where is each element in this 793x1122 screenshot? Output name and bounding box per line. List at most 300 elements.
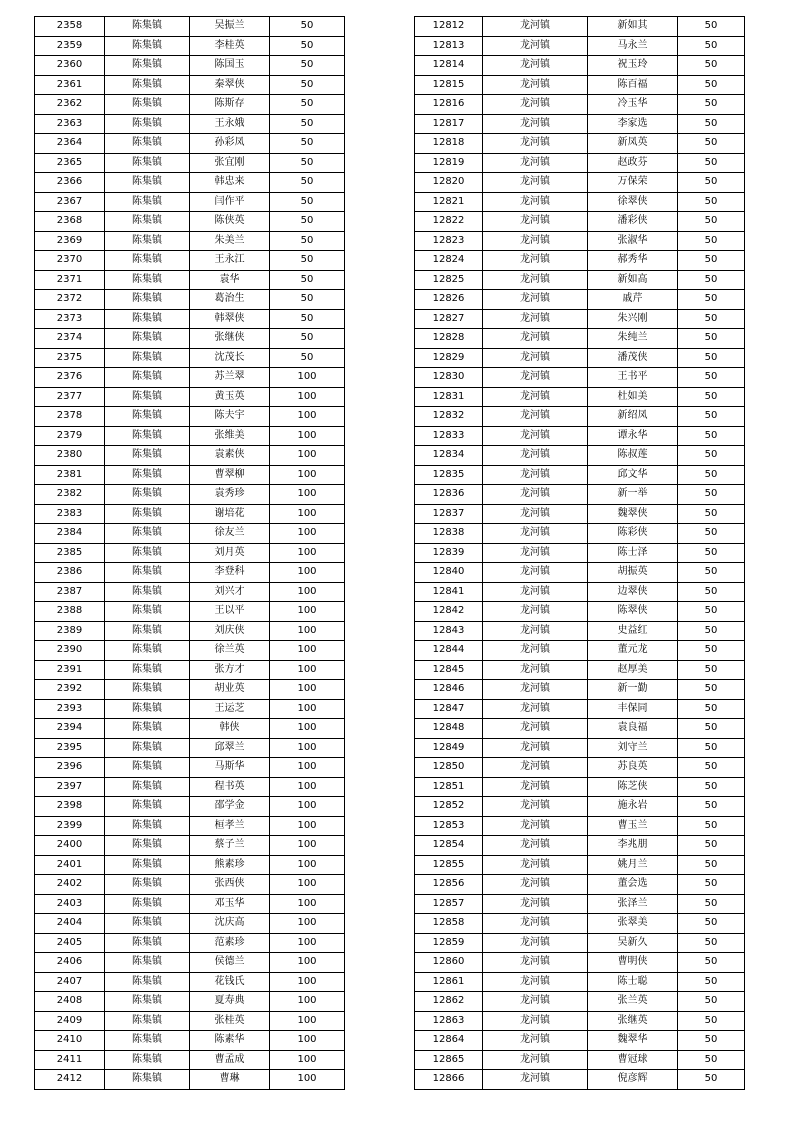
left-roster-table bbox=[34, 16, 345, 1090]
table-row bbox=[35, 251, 345, 271]
person-name-cell: 桓孝兰 bbox=[190, 816, 270, 836]
person-name-cell: 王永江 bbox=[190, 251, 270, 271]
town-cell: 陈集镇 bbox=[105, 602, 190, 622]
town-cell: 龙河镇 bbox=[483, 582, 588, 602]
town-cell: 陈集镇 bbox=[105, 914, 190, 934]
person-name-cell: 程书英 bbox=[190, 777, 270, 797]
person-name-cell: 张兰英 bbox=[588, 992, 678, 1012]
table-row bbox=[35, 387, 345, 407]
amount-cell: 50 bbox=[270, 56, 345, 76]
table-row bbox=[35, 543, 345, 563]
town-cell: 龙河镇 bbox=[483, 329, 588, 349]
table-row bbox=[415, 719, 745, 739]
person-name-cell: 李兆朋 bbox=[588, 836, 678, 856]
town-cell: 陈集镇 bbox=[105, 953, 190, 973]
amount-cell: 50 bbox=[678, 738, 745, 758]
town-cell: 龙河镇 bbox=[483, 251, 588, 271]
person-name-cell: 赵政芬 bbox=[588, 153, 678, 173]
town-cell: 陈集镇 bbox=[105, 699, 190, 719]
person-name-cell: 刘月英 bbox=[190, 543, 270, 563]
table-row bbox=[35, 894, 345, 914]
serial-number-cell: 2409 bbox=[35, 1011, 105, 1031]
person-name-cell: 张继英 bbox=[588, 1011, 678, 1031]
town-cell: 陈集镇 bbox=[105, 173, 190, 193]
person-name-cell: 曹琳 bbox=[190, 1070, 270, 1090]
town-cell: 陈集镇 bbox=[105, 524, 190, 544]
person-name-cell: 苏良英 bbox=[588, 758, 678, 778]
town-cell: 龙河镇 bbox=[483, 1011, 588, 1031]
town-cell: 陈集镇 bbox=[105, 368, 190, 388]
amount-cell: 50 bbox=[678, 407, 745, 427]
table-row bbox=[415, 660, 745, 680]
town-cell: 陈集镇 bbox=[105, 933, 190, 953]
serial-number-cell: 2359 bbox=[35, 36, 105, 56]
amount-cell: 50 bbox=[678, 582, 745, 602]
serial-number-cell: 12812 bbox=[415, 17, 483, 37]
person-name-cell: 马永兰 bbox=[588, 36, 678, 56]
town-cell: 陈集镇 bbox=[105, 192, 190, 212]
person-name-cell: 潘茂侠 bbox=[588, 348, 678, 368]
table-row bbox=[415, 875, 745, 895]
serial-number-cell: 2389 bbox=[35, 621, 105, 641]
person-name-cell: 陈侠英 bbox=[190, 212, 270, 232]
table-row bbox=[415, 290, 745, 310]
amount-cell: 50 bbox=[270, 290, 345, 310]
town-cell: 陈集镇 bbox=[105, 972, 190, 992]
serial-number-cell: 2379 bbox=[35, 426, 105, 446]
table-row bbox=[35, 504, 345, 524]
town-cell: 陈集镇 bbox=[105, 56, 190, 76]
table-row bbox=[415, 485, 745, 505]
person-name-cell: 倪彦辉 bbox=[588, 1070, 678, 1090]
table-row bbox=[35, 309, 345, 329]
person-name-cell: 冷玉华 bbox=[588, 95, 678, 115]
amount-cell: 50 bbox=[678, 504, 745, 524]
serial-number-cell: 12819 bbox=[415, 153, 483, 173]
town-cell: 陈集镇 bbox=[105, 36, 190, 56]
table-row bbox=[415, 972, 745, 992]
serial-number-cell: 2397 bbox=[35, 777, 105, 797]
amount-cell: 50 bbox=[678, 1070, 745, 1090]
person-name-cell: 韩翠侠 bbox=[190, 309, 270, 329]
table-row bbox=[415, 992, 745, 1012]
town-cell: 龙河镇 bbox=[483, 602, 588, 622]
town-cell: 龙河镇 bbox=[483, 270, 588, 290]
serial-number-cell: 2370 bbox=[35, 251, 105, 271]
town-cell: 龙河镇 bbox=[483, 563, 588, 583]
amount-cell: 50 bbox=[270, 251, 345, 271]
serial-number-cell: 12858 bbox=[415, 914, 483, 934]
amount-cell: 100 bbox=[270, 641, 345, 661]
town-cell: 龙河镇 bbox=[483, 485, 588, 505]
serial-number-cell: 2361 bbox=[35, 75, 105, 95]
table-row bbox=[35, 426, 345, 446]
table-row bbox=[415, 173, 745, 193]
person-name-cell: 魏翠华 bbox=[588, 1031, 678, 1051]
town-cell: 陈集镇 bbox=[105, 251, 190, 271]
amount-cell: 50 bbox=[678, 231, 745, 251]
person-name-cell: 袁秀珍 bbox=[190, 485, 270, 505]
town-cell: 陈集镇 bbox=[105, 563, 190, 583]
serial-number-cell: 12862 bbox=[415, 992, 483, 1012]
table-row bbox=[35, 602, 345, 622]
amount-cell: 50 bbox=[678, 758, 745, 778]
right-roster-body bbox=[415, 17, 745, 1090]
amount-cell: 100 bbox=[270, 387, 345, 407]
serial-number-cell: 12844 bbox=[415, 641, 483, 661]
amount-cell: 100 bbox=[270, 992, 345, 1012]
amount-cell: 50 bbox=[678, 134, 745, 154]
table-row bbox=[35, 582, 345, 602]
amount-cell: 50 bbox=[678, 797, 745, 817]
serial-number-cell: 12833 bbox=[415, 426, 483, 446]
amount-cell: 50 bbox=[270, 231, 345, 251]
serial-number-cell: 12839 bbox=[415, 543, 483, 563]
serial-number-cell: 12818 bbox=[415, 134, 483, 154]
amount-cell: 50 bbox=[678, 56, 745, 76]
table-row bbox=[415, 680, 745, 700]
town-cell: 龙河镇 bbox=[483, 894, 588, 914]
town-cell: 龙河镇 bbox=[483, 680, 588, 700]
amount-cell: 50 bbox=[678, 17, 745, 37]
amount-cell: 100 bbox=[270, 836, 345, 856]
table-row bbox=[415, 329, 745, 349]
person-name-cell: 张西侠 bbox=[190, 875, 270, 895]
serial-number-cell: 12845 bbox=[415, 660, 483, 680]
table-row bbox=[35, 836, 345, 856]
amount-cell: 100 bbox=[270, 680, 345, 700]
person-name-cell: 新一举 bbox=[588, 485, 678, 505]
serial-number-cell: 12815 bbox=[415, 75, 483, 95]
table-row bbox=[415, 777, 745, 797]
serial-number-cell: 12827 bbox=[415, 309, 483, 329]
table-row bbox=[415, 270, 745, 290]
town-cell: 龙河镇 bbox=[483, 309, 588, 329]
amount-cell: 100 bbox=[270, 972, 345, 992]
table-row bbox=[415, 114, 745, 134]
table-row bbox=[415, 446, 745, 466]
amount-cell: 50 bbox=[678, 1011, 745, 1031]
person-name-cell: 张泽兰 bbox=[588, 894, 678, 914]
serial-number-cell: 12823 bbox=[415, 231, 483, 251]
table-row bbox=[35, 153, 345, 173]
person-name-cell: 邵学金 bbox=[190, 797, 270, 817]
table-row bbox=[415, 953, 745, 973]
amount-cell: 100 bbox=[270, 894, 345, 914]
town-cell: 陈集镇 bbox=[105, 329, 190, 349]
serial-number-cell: 2387 bbox=[35, 582, 105, 602]
table-row bbox=[35, 621, 345, 641]
serial-number-cell: 2373 bbox=[35, 309, 105, 329]
table-row bbox=[415, 348, 745, 368]
amount-cell: 50 bbox=[270, 114, 345, 134]
table-row bbox=[415, 407, 745, 427]
person-name-cell: 胡振英 bbox=[588, 563, 678, 583]
table-row bbox=[35, 1070, 345, 1090]
serial-number-cell: 12860 bbox=[415, 953, 483, 973]
amount-cell: 50 bbox=[678, 446, 745, 466]
town-cell: 陈集镇 bbox=[105, 407, 190, 427]
person-name-cell: 张宜刚 bbox=[190, 153, 270, 173]
town-cell: 龙河镇 bbox=[483, 641, 588, 661]
person-name-cell: 邱翠兰 bbox=[190, 738, 270, 758]
amount-cell: 50 bbox=[678, 290, 745, 310]
person-name-cell: 袁素侠 bbox=[190, 446, 270, 466]
table-row bbox=[415, 153, 745, 173]
town-cell: 陈集镇 bbox=[105, 836, 190, 856]
person-name-cell: 边翠侠 bbox=[588, 582, 678, 602]
amount-cell: 100 bbox=[270, 738, 345, 758]
right-roster-table bbox=[414, 16, 745, 1090]
amount-cell: 50 bbox=[678, 270, 745, 290]
serial-number-cell: 12838 bbox=[415, 524, 483, 544]
amount-cell: 100 bbox=[270, 426, 345, 446]
serial-number-cell: 12817 bbox=[415, 114, 483, 134]
person-name-cell: 张翠美 bbox=[588, 914, 678, 934]
table-row bbox=[415, 1011, 745, 1031]
serial-number-cell: 12854 bbox=[415, 836, 483, 856]
amount-cell: 50 bbox=[270, 192, 345, 212]
amount-cell: 100 bbox=[270, 621, 345, 641]
person-name-cell: 曹翠柳 bbox=[190, 465, 270, 485]
amount-cell: 50 bbox=[678, 972, 745, 992]
serial-number-cell: 12859 bbox=[415, 933, 483, 953]
person-name-cell: 徐友兰 bbox=[190, 524, 270, 544]
table-row bbox=[415, 504, 745, 524]
table-row bbox=[35, 17, 345, 37]
table-row bbox=[35, 777, 345, 797]
table-row bbox=[415, 75, 745, 95]
serial-number-cell: 2391 bbox=[35, 660, 105, 680]
serial-number-cell: 12866 bbox=[415, 1070, 483, 1090]
serial-number-cell: 2362 bbox=[35, 95, 105, 115]
table-row bbox=[415, 426, 745, 446]
table-row bbox=[35, 465, 345, 485]
table-row bbox=[415, 465, 745, 485]
amount-cell: 50 bbox=[678, 543, 745, 563]
table-row bbox=[415, 933, 745, 953]
table-row bbox=[35, 953, 345, 973]
table-row bbox=[415, 855, 745, 875]
person-name-cell: 夏寿典 bbox=[190, 992, 270, 1012]
serial-number-cell: 12861 bbox=[415, 972, 483, 992]
town-cell: 龙河镇 bbox=[483, 56, 588, 76]
amount-cell: 100 bbox=[270, 1070, 345, 1090]
town-cell: 龙河镇 bbox=[483, 797, 588, 817]
serial-number-cell: 2364 bbox=[35, 134, 105, 154]
person-name-cell: 戚芹 bbox=[588, 290, 678, 310]
town-cell: 龙河镇 bbox=[483, 231, 588, 251]
table-row bbox=[415, 251, 745, 271]
serial-number-cell: 12835 bbox=[415, 465, 483, 485]
person-name-cell: 丰保同 bbox=[588, 699, 678, 719]
town-cell: 龙河镇 bbox=[483, 36, 588, 56]
table-row bbox=[415, 582, 745, 602]
table-row bbox=[35, 719, 345, 739]
person-name-cell: 胡业英 bbox=[190, 680, 270, 700]
amount-cell: 50 bbox=[678, 719, 745, 739]
town-cell: 陈集镇 bbox=[105, 387, 190, 407]
town-cell: 陈集镇 bbox=[105, 114, 190, 134]
amount-cell: 50 bbox=[678, 894, 745, 914]
amount-cell: 50 bbox=[270, 309, 345, 329]
town-cell: 陈集镇 bbox=[105, 95, 190, 115]
amount-cell: 50 bbox=[678, 1031, 745, 1051]
table-row bbox=[35, 758, 345, 778]
serial-number-cell: 2393 bbox=[35, 699, 105, 719]
serial-number-cell: 2372 bbox=[35, 290, 105, 310]
town-cell: 陈集镇 bbox=[105, 446, 190, 466]
table-row bbox=[415, 36, 745, 56]
town-cell: 龙河镇 bbox=[483, 1050, 588, 1070]
person-name-cell: 徐兰英 bbox=[190, 641, 270, 661]
serial-number-cell: 12851 bbox=[415, 777, 483, 797]
serial-number-cell: 12825 bbox=[415, 270, 483, 290]
table-row bbox=[415, 621, 745, 641]
table-row bbox=[35, 36, 345, 56]
serial-number-cell: 12834 bbox=[415, 446, 483, 466]
table-row bbox=[415, 543, 745, 563]
amount-cell: 50 bbox=[678, 387, 745, 407]
table-row bbox=[35, 95, 345, 115]
person-name-cell: 陈叔莲 bbox=[588, 446, 678, 466]
amount-cell: 50 bbox=[678, 485, 745, 505]
amount-cell: 50 bbox=[678, 153, 745, 173]
amount-cell: 50 bbox=[678, 426, 745, 446]
person-name-cell: 祝玉玲 bbox=[588, 56, 678, 76]
town-cell: 陈集镇 bbox=[105, 777, 190, 797]
amount-cell: 50 bbox=[678, 75, 745, 95]
person-name-cell: 李家选 bbox=[588, 114, 678, 134]
person-name-cell: 施永岩 bbox=[588, 797, 678, 817]
amount-cell: 100 bbox=[270, 758, 345, 778]
person-name-cell: 熊素珍 bbox=[190, 855, 270, 875]
person-name-cell: 吴新久 bbox=[588, 933, 678, 953]
town-cell: 龙河镇 bbox=[483, 1031, 588, 1051]
table-row bbox=[35, 1050, 345, 1070]
person-name-cell: 花钱氏 bbox=[190, 972, 270, 992]
table-row bbox=[35, 992, 345, 1012]
town-cell: 龙河镇 bbox=[483, 446, 588, 466]
table-row bbox=[35, 270, 345, 290]
serial-number-cell: 2407 bbox=[35, 972, 105, 992]
serial-number-cell: 2369 bbox=[35, 231, 105, 251]
person-name-cell: 史益红 bbox=[588, 621, 678, 641]
town-cell: 陈集镇 bbox=[105, 758, 190, 778]
table-row bbox=[35, 485, 345, 505]
person-name-cell: 苏兰翠 bbox=[190, 368, 270, 388]
person-name-cell: 赵厚美 bbox=[588, 660, 678, 680]
town-cell: 龙河镇 bbox=[483, 75, 588, 95]
serial-number-cell: 12813 bbox=[415, 36, 483, 56]
table-row bbox=[35, 446, 345, 466]
table-row bbox=[415, 231, 745, 251]
town-cell: 陈集镇 bbox=[105, 485, 190, 505]
table-row bbox=[415, 95, 745, 115]
town-cell: 陈集镇 bbox=[105, 797, 190, 817]
person-name-cell: 朱兴刚 bbox=[588, 309, 678, 329]
town-cell: 龙河镇 bbox=[483, 836, 588, 856]
town-cell: 陈集镇 bbox=[105, 426, 190, 446]
amount-cell: 50 bbox=[678, 816, 745, 836]
person-name-cell: 陈彩侠 bbox=[588, 524, 678, 544]
amount-cell: 50 bbox=[678, 348, 745, 368]
table-row bbox=[415, 641, 745, 661]
amount-cell: 50 bbox=[270, 212, 345, 232]
person-name-cell: 陈斯存 bbox=[190, 95, 270, 115]
town-cell: 龙河镇 bbox=[483, 348, 588, 368]
serial-number-cell: 2385 bbox=[35, 543, 105, 563]
town-cell: 龙河镇 bbox=[483, 621, 588, 641]
amount-cell: 100 bbox=[270, 1050, 345, 1070]
serial-number-cell: 2366 bbox=[35, 173, 105, 193]
table-row bbox=[35, 290, 345, 310]
town-cell: 陈集镇 bbox=[105, 504, 190, 524]
person-name-cell: 蔡子兰 bbox=[190, 836, 270, 856]
person-name-cell: 曹孟成 bbox=[190, 1050, 270, 1070]
town-cell: 龙河镇 bbox=[483, 465, 588, 485]
table-row bbox=[35, 114, 345, 134]
town-cell: 陈集镇 bbox=[105, 290, 190, 310]
table-row bbox=[35, 1031, 345, 1051]
amount-cell: 50 bbox=[678, 368, 745, 388]
amount-cell: 50 bbox=[678, 1050, 745, 1070]
amount-cell: 50 bbox=[270, 153, 345, 173]
town-cell: 龙河镇 bbox=[483, 914, 588, 934]
amount-cell: 50 bbox=[678, 621, 745, 641]
table-row bbox=[415, 816, 745, 836]
town-cell: 陈集镇 bbox=[105, 1070, 190, 1090]
town-cell: 龙河镇 bbox=[483, 816, 588, 836]
person-name-cell: 王运芝 bbox=[190, 699, 270, 719]
amount-cell: 50 bbox=[678, 251, 745, 271]
person-name-cell: 闫作平 bbox=[190, 192, 270, 212]
person-name-cell: 张淑华 bbox=[588, 231, 678, 251]
person-name-cell: 陈夫宇 bbox=[190, 407, 270, 427]
amount-cell: 100 bbox=[270, 1011, 345, 1031]
table-row bbox=[415, 17, 745, 37]
person-name-cell: 刘庆侠 bbox=[190, 621, 270, 641]
amount-cell: 100 bbox=[270, 777, 345, 797]
town-cell: 陈集镇 bbox=[105, 75, 190, 95]
person-name-cell: 侯德兰 bbox=[190, 953, 270, 973]
person-name-cell: 姚月兰 bbox=[588, 855, 678, 875]
serial-number-cell: 2358 bbox=[35, 17, 105, 37]
person-name-cell: 新一勤 bbox=[588, 680, 678, 700]
serial-number-cell: 12842 bbox=[415, 602, 483, 622]
person-name-cell: 董元龙 bbox=[588, 641, 678, 661]
serial-number-cell: 12853 bbox=[415, 816, 483, 836]
town-cell: 龙河镇 bbox=[483, 972, 588, 992]
serial-number-cell: 2390 bbox=[35, 641, 105, 661]
amount-cell: 100 bbox=[270, 797, 345, 817]
amount-cell: 50 bbox=[678, 173, 745, 193]
town-cell: 陈集镇 bbox=[105, 348, 190, 368]
table-row bbox=[415, 368, 745, 388]
table-row bbox=[35, 56, 345, 76]
person-name-cell: 吴振兰 bbox=[190, 17, 270, 37]
table-row bbox=[35, 680, 345, 700]
person-name-cell: 李桂英 bbox=[190, 36, 270, 56]
town-cell: 陈集镇 bbox=[105, 738, 190, 758]
table-row bbox=[35, 933, 345, 953]
serial-number-cell: 12837 bbox=[415, 504, 483, 524]
amount-cell: 50 bbox=[270, 270, 345, 290]
town-cell: 陈集镇 bbox=[105, 582, 190, 602]
table-row bbox=[415, 212, 745, 232]
table-row bbox=[415, 1050, 745, 1070]
amount-cell: 50 bbox=[678, 641, 745, 661]
